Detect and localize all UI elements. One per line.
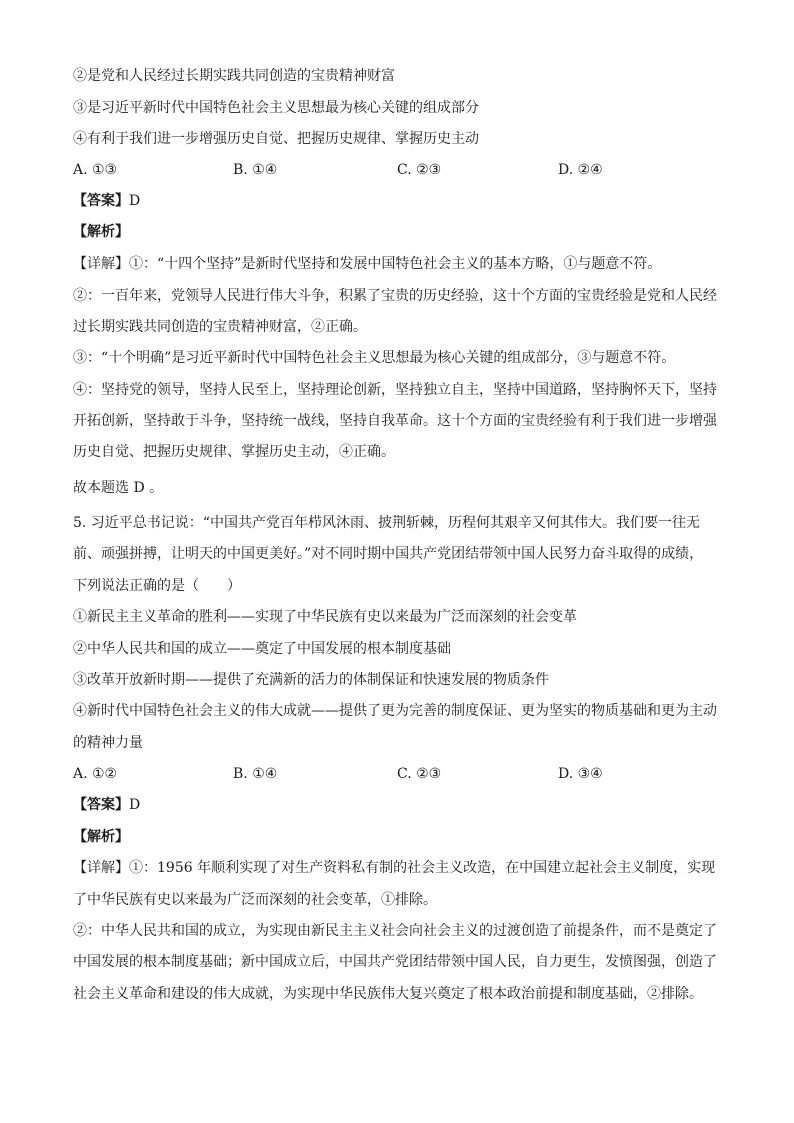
q5-explanation-2: 了中华民族有史以来最为广泛而深刻的社会变革，①排除。 [73, 892, 437, 908]
q4-analysis-label: 【解析】 [73, 224, 129, 240]
q5-analysis-label: 【解析】 [73, 829, 129, 845]
q5-stem-2: 前、顽强拼搏，让明天的中国更美好。”对不同时期中国共产党团结带领中国人民努力奋斗取得的成绩， [73, 546, 704, 562]
q4-explanation-text: ①：“十四个坚持”是新时代坚持和发展中国特色社会主义的基本方略，①与题意不符。 [129, 256, 662, 272]
q5-explanation-1 [73, 859, 715, 877]
q4-statement-2: ②是党和人民经过长期实践共同创造的宝贵精神财富 [73, 68, 395, 84]
q5-answer-label: 【答案】 [73, 797, 129, 813]
q4-option-c: C. ②③ [397, 162, 442, 178]
q5-stem-1: 5. 习近平总书记说：“中国共产党百年栉风沐雨、披荆斩棘，历程何其艰辛又何其伟大。我们要一往无 [73, 515, 700, 531]
q4-explanation-6: 开拓创新，坚持敢于斗争，坚持统一战线，坚持自我革命。这十个方面的宝贵经验有利于我们进一步增强 [73, 413, 717, 429]
q4-option-d: D. ②④ [558, 162, 603, 178]
q5-detail-label: 【详解】 [73, 860, 129, 876]
q4-explanation-3: 过长期实践共同创造的宝贵精神财富，②正确。 [73, 319, 367, 335]
q4-explanation-1 [73, 255, 661, 273]
q4-option-b: B. ①④ [233, 162, 278, 178]
q5-option-d: D. ③④ [558, 766, 603, 782]
q4-explanation-2: ②：一百年来，党领导人民进行伟大斗争，积累了宝贵的历史经验，这十个方面的宝贵经验是党和人民经 [73, 288, 717, 304]
q5-statement-1: ①新民主主义革命的胜利——实现了中华民族有史以来最为广泛而深刻的社会变革 [73, 609, 577, 625]
q4-answer-value: D [129, 193, 141, 209]
q4-statement-4: ④有利于我们进一步增强历史自觉、把握历史规律、掌握历史主动 [73, 131, 479, 147]
q4-explanation-7: 历史自觉、把握历史规律、掌握历史主动，④正确。 [73, 444, 395, 460]
q5-explanation-text: ①：1956 年顺利实现了对生产资料私有制的社会主义改造，在中国建立起社会主义制度，实现 [129, 860, 716, 876]
q5-option-a: A. ①② [73, 766, 118, 782]
q5-stem-3: 下列说法正确的是（ ） [73, 578, 241, 594]
q4-explanation-5: ④：坚持党的领导，坚持人民至上，坚持理论创新，坚持独立自主，坚持中国道路，坚持胸怀天下，坚持 [73, 382, 717, 398]
q4-detail-label: 【详解】 [73, 256, 129, 272]
q4-answer [73, 192, 140, 210]
q4-answer-label: 【答案】 [73, 193, 129, 209]
q4-option-a: A. ①③ [73, 162, 118, 178]
q5-answer-value: D [129, 797, 141, 813]
q4-explanation-4: ③：“十个明确”是习近平新时代中国特色社会主义思想最为核心关键的组成部分，③与题意不符。 [73, 350, 676, 366]
q4-conclusion: 故本题选 D 。 [73, 480, 164, 496]
q5-statement-2: ②中华人民共和国的成立——奠定了中国发展的根本制度基础 [73, 641, 451, 657]
q5-statement-3: ③改革开放新时期——提供了充满新的活力的体制保证和快速发展的物质条件 [73, 672, 549, 688]
q5-explanation-4: 中国发展的根本制度基础；新中国成立后，中国共产党团结带领中国人民，自力更生，发愤图强，创造了 [73, 954, 717, 970]
q5-statement-4-cont: 的精神力量 [73, 735, 143, 751]
q5-answer [73, 796, 140, 814]
q5-explanation-5: 社会主义革命和建设的伟大成就，为实现中华民族伟大复兴奠定了根本政治前提和制度基础，②排除。 [73, 986, 703, 1002]
q5-explanation-3: ②：中华人民共和国的成立，为实现由新民主主义社会向社会主义的过渡创造了前提条件，而不是奠定了 [73, 923, 717, 939]
q5-option-b: B. ①④ [233, 766, 278, 782]
q5-option-c: C. ②③ [397, 766, 442, 782]
q4-statement-3: ③是习近平新时代中国特色社会主义思想最为核心关键的组成部分 [73, 100, 479, 116]
q5-statement-4: ④新时代中国特色社会主义的伟大成就——提供了更为完善的制度保证、更为坚实的物质基础和更为主动 [73, 703, 717, 719]
